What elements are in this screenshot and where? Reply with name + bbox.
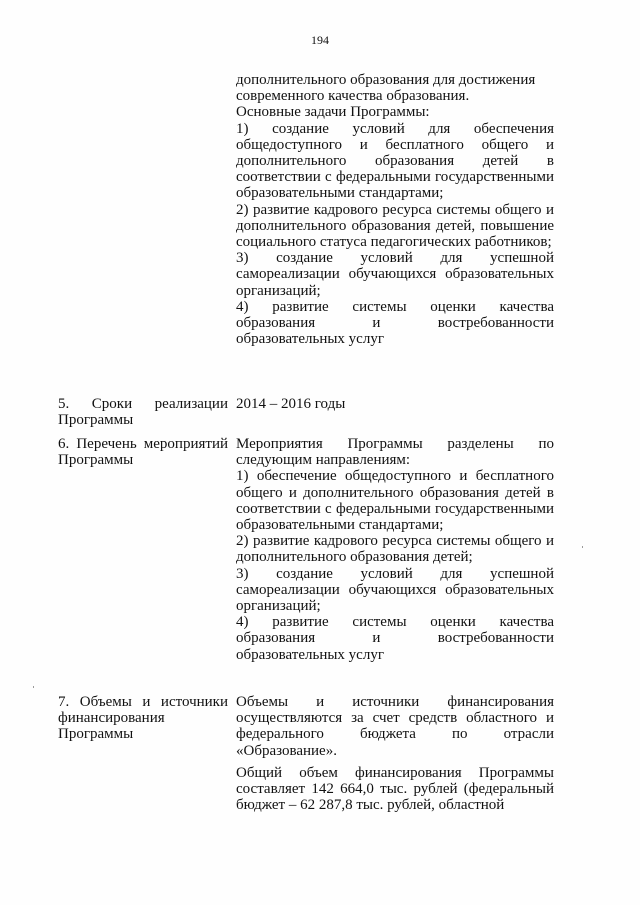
page-number: 194 (311, 33, 329, 47)
block-4-content (236, 72, 554, 347)
scan-artifact (582, 546, 583, 548)
block-6-content (236, 436, 554, 663)
task-item-2: 2) развитие кадрового ресурса системы общего и дополнительного образования детей, повышение социального статуса педагогических работников; (236, 201, 554, 251)
funding-sources: Объемы и источники финансирования осуществляются за счет средств областного и федерального бюджета по отрасли «Образование». (236, 694, 554, 759)
task-item-1: 1) создание условий для обеспечения общедоступного и бесплатного общего и дополнительного образования детей в соответствии с федеральными государственными образовательными стандартами; (236, 120, 554, 202)
scan-artifact (33, 686, 34, 688)
events-intro: Мероприятия Программы разделены по следующим направлениям: (236, 436, 554, 469)
event-item-2: 2) развитие кадрового ресурса системы общего и дополнительного образования детей; (236, 533, 554, 566)
block-5-label: 5. Сроки реализации Программы (58, 396, 228, 429)
event-item-1: 1) обеспечение общедоступного и бесплатного общего и дополнительного образования детей в соответствии с федеральными государственными образовательными стандартами; (236, 468, 554, 534)
goal-line-1: дополнительного образования для достижения (236, 72, 536, 88)
funding-total: Общий объем финансирования Программы составляет 142 664,0 тыс. рублей (федеральный бюджет – 62 287,8 тыс. рублей, областной (236, 764, 554, 814)
block-7-content (236, 694, 554, 813)
task-item-4: 4) развитие системы оценки качества образования и востребованности образовательных услуг (236, 298, 554, 348)
block-6-label: 6. Перечень мероприятий Программы (58, 436, 228, 469)
block-5-value: 2014 – 2016 годы (236, 396, 346, 412)
goal-line-2: современного качества образования. (236, 88, 470, 105)
event-item-4: 4) развитие системы оценки качества образования и востребованности образовательных услуг (236, 614, 554, 663)
tasks-heading: Основные задачи Программы: (236, 104, 430, 121)
event-item-3: 3) создание условий для успешной самореализации обучающихся образовательных организаций; (236, 565, 554, 615)
task-item-3: 3) создание условий для успешной самореализации обучающихся образовательных организаций; (236, 250, 554, 299)
block-7-label: 7. Объемы и источники финансирования Программы (58, 694, 228, 743)
